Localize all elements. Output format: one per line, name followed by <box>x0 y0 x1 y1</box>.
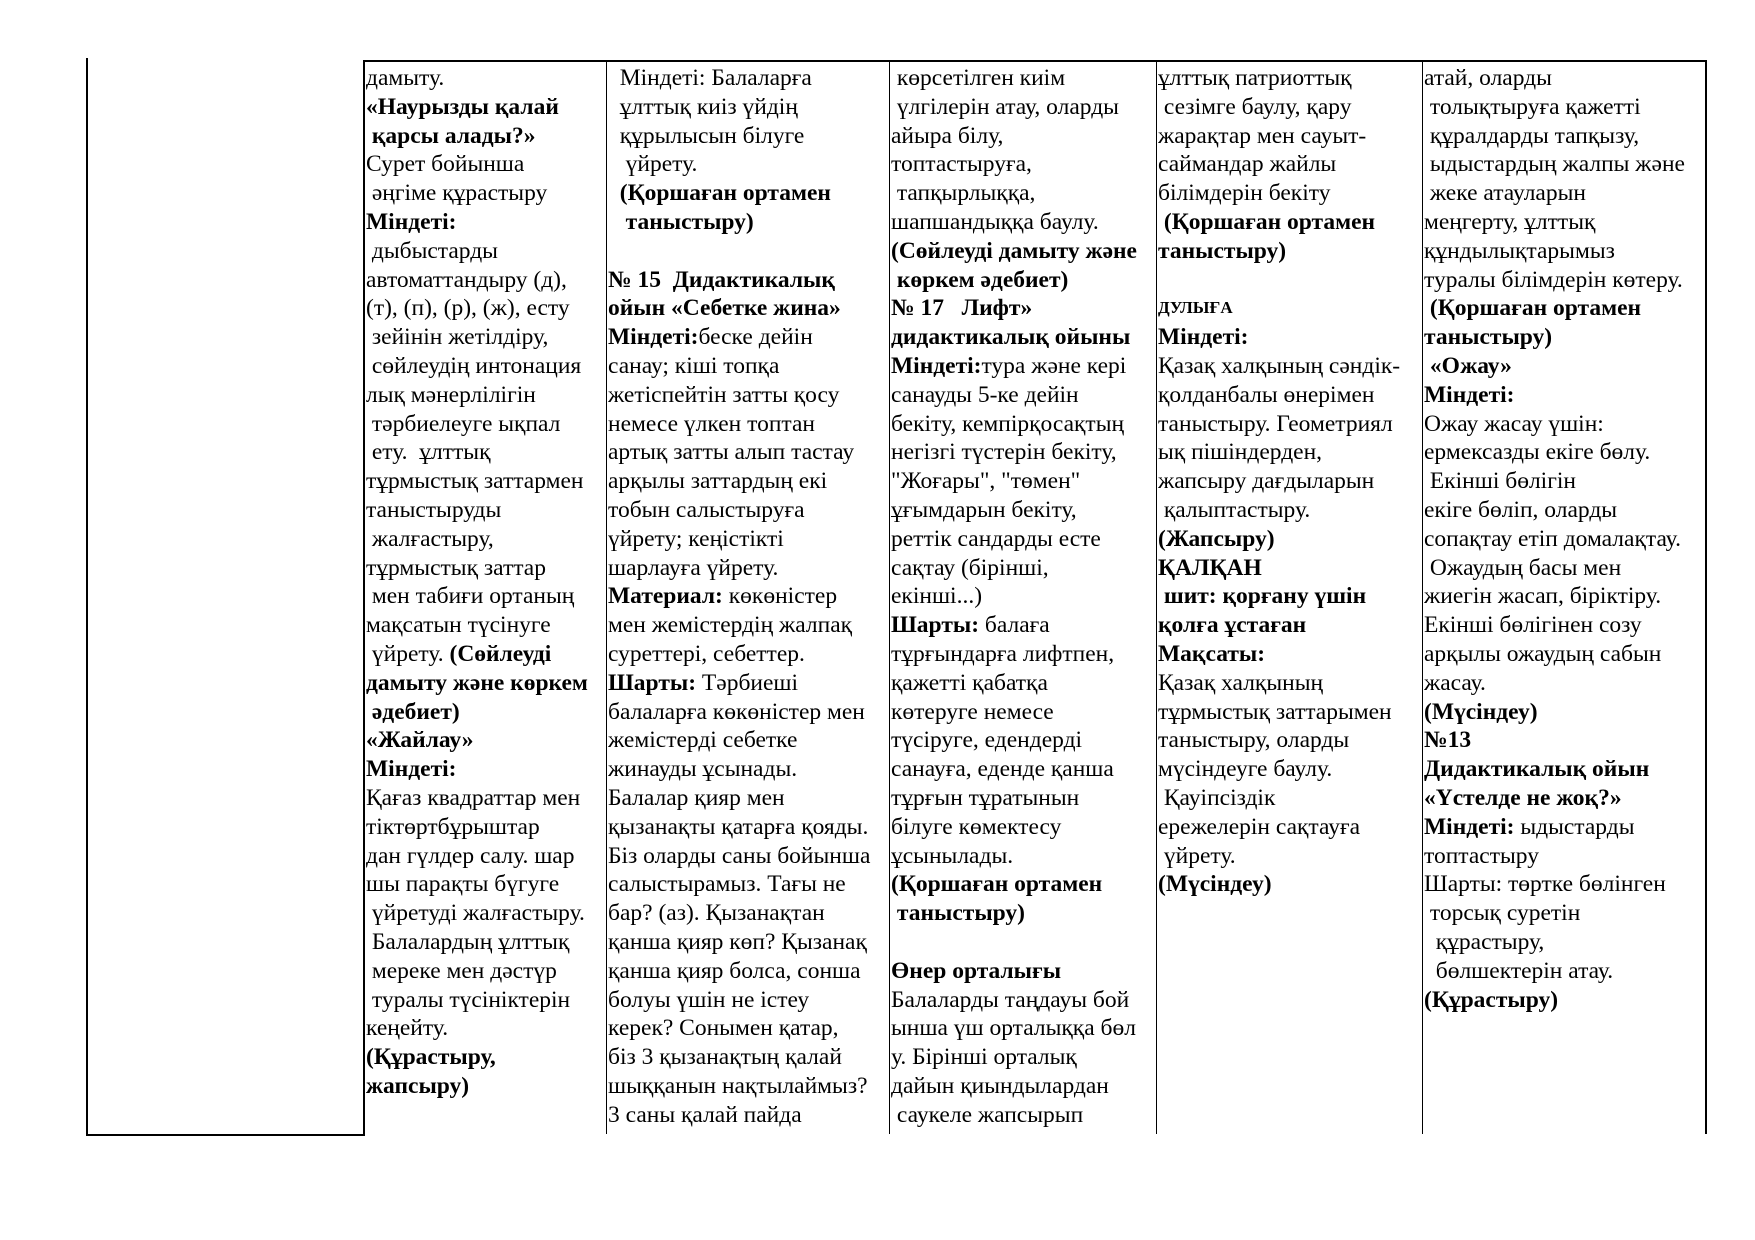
col-divider-3 <box>889 60 890 1134</box>
text-line: бөлшектерін атау. <box>1424 957 1614 984</box>
text-line: Қазақ халқының <box>1158 669 1324 696</box>
text-line: сезімге баулу, қару <box>1158 93 1352 120</box>
text-line: ұлттық патриоттық <box>1158 65 1352 91</box>
text-line: саукеле жапсырып <box>891 1101 1084 1128</box>
text-line: жеке атауларын <box>1424 180 1586 207</box>
text-line: Сурет бойынша <box>366 151 525 178</box>
table-right-border <box>1705 60 1707 1134</box>
text-line: туралы білімдерін көтеру. <box>1424 266 1683 293</box>
text-line: ұсынылады. <box>891 842 1014 869</box>
text-line: Қазақ халқының сәндік- <box>1158 352 1401 379</box>
text-line: тұрмыстық заттар <box>366 554 546 581</box>
text-line: тұрмыстық заттармен <box>366 468 584 495</box>
text-line: Қауіпсіздік <box>1158 784 1276 811</box>
column-ladle-sculpting <box>1424 64 1705 1134</box>
table-left-border <box>86 58 88 1136</box>
text-line: негізгі түстерін бекіту, <box>891 439 1117 466</box>
text-line: үлгілерін атау, оларды <box>891 93 1119 120</box>
text-line: (Қоршаған ортамен <box>1424 295 1642 322</box>
text-line: у. Бірінші орталық <box>891 1044 1077 1071</box>
text-line: қажетті қабатқа <box>891 669 1048 696</box>
text-line: түсіруге, едендерді <box>891 727 1083 754</box>
text-line: Ожаудың басы мен <box>1424 554 1622 581</box>
text-line: 3 саны қалай пайда <box>608 1101 802 1128</box>
text-line: мүсіндеуге баулу. <box>1158 756 1333 783</box>
text-line: туралы түсініктерін <box>366 986 571 1013</box>
text-line: Дидактикалық ойын <box>1424 756 1650 783</box>
text-line: үйретуді жалғастыру. <box>366 900 585 927</box>
text-line: жарақтар мен сауыт- <box>1158 122 1367 149</box>
col-divider-4 <box>1156 60 1157 1134</box>
text-line: «Ожау» <box>1424 352 1512 379</box>
col-divider-5 <box>1422 60 1423 1134</box>
text-line: болуы үшін не істеу <box>608 986 810 1013</box>
text-line: қызанақты қатарға қояды. <box>608 813 869 840</box>
text-line: жалғастыру, <box>366 525 494 552</box>
text-line: саймандар жайлы <box>1158 151 1337 178</box>
text-line: тобын салыстыруға <box>608 496 805 523</box>
text-line: таныстыру) <box>1158 237 1287 264</box>
text-line: толықтыруға қажетті <box>1424 93 1641 120</box>
text-line: білімдерін бекіту <box>1158 180 1331 207</box>
text-line: Міндеті: <box>366 756 457 783</box>
text-line: мен жемістердің жалпақ <box>608 612 853 639</box>
text-line: балаларға көкөністер мен <box>608 698 865 725</box>
text-line: (Құрастыру, <box>366 1044 496 1071</box>
text-line: тұрғын тұратынын <box>891 784 1080 811</box>
text-line: Ожау жасау үшін: <box>1424 410 1604 437</box>
text-line: (Мүсіндеу) <box>1424 698 1538 725</box>
text-line: Балалар қияр мен <box>608 784 785 811</box>
text-line: дамыту және көркем <box>366 669 588 696</box>
text-line: артық затты алып тастау <box>608 439 855 466</box>
text-line: керек? Сонымен қатар, <box>608 1015 839 1042</box>
text-line: екіге бөліп, оларды <box>1424 496 1618 523</box>
text-line: (Мүсіндеу) <box>1158 871 1272 898</box>
text-line: немесе үлкен топтан <box>608 410 815 437</box>
text-line: Мақсаты: <box>1158 640 1266 667</box>
text-line: шы парақты бүгуге <box>366 871 560 898</box>
text-line: (т), (п), (р), (ж), есту <box>366 295 570 322</box>
text-line: Балалардың ұлттық <box>366 928 570 955</box>
text-line: (Қоршаған ортамен <box>1158 208 1376 235</box>
text-line: №13 <box>1424 727 1472 754</box>
text-line: құндылықтарымыз <box>1424 237 1615 264</box>
text-line: (Құрастыру) <box>1424 986 1559 1013</box>
text-line: көрсетілген киім <box>891 65 1066 91</box>
text-line: жиегін жасап, біріктіру. <box>1424 583 1662 610</box>
text-line: таныстыру) <box>608 208 754 235</box>
text-line: (Қоршаған ортамен <box>608 180 831 207</box>
text-line: екінші...) <box>891 583 983 610</box>
text-line: мақсатын түсінуге <box>366 612 551 639</box>
text-line: ету. ұлттық <box>366 439 491 466</box>
text-line: торсық суретін <box>1424 900 1581 927</box>
text-line: шыққанын нақтылаймыз? <box>608 1072 868 1099</box>
text-line: Шарты: Тәрбиеші <box>608 669 799 696</box>
text-line: әдебиет) <box>366 698 460 725</box>
text-line: (Қоршаған ортамен <box>891 871 1103 898</box>
text-line: тұрмыстық заттарымен <box>1158 698 1392 725</box>
first-col-bottom-border <box>86 1134 364 1136</box>
text-line: қанша қияр болса, сонша <box>608 957 861 984</box>
text-line <box>891 928 1156 957</box>
text-line: сақтау (бірінші, <box>891 554 1049 581</box>
text-line: (Жапсыру) <box>1158 525 1275 552</box>
text-line: Міндеті: <box>1158 324 1249 351</box>
text-line: ермексазды екіге бөлу. <box>1424 439 1651 466</box>
text-line: жемістерді себетке <box>608 727 798 754</box>
text-line: әңгіме құрастыру <box>366 180 548 207</box>
text-line: зейінін жетілдіру, <box>366 324 549 351</box>
text-line: автоматтандыру (д), <box>366 266 567 293</box>
text-line: қолданбалы өнерімен <box>1158 381 1375 408</box>
text-line: жасау. <box>1424 669 1486 696</box>
text-line: біз 3 қызанақтың қалай <box>608 1044 842 1071</box>
text-line: санау; кіші топқа <box>608 352 780 379</box>
text-line: көркем әдебиет) <box>891 266 1069 293</box>
text-line: меңгерту, ұлттық <box>1424 208 1596 235</box>
text-line: шарлауға үйрету. <box>608 554 779 581</box>
text-line: мен табиғи ортаның <box>366 583 575 610</box>
text-line: дан гүлдер салу. шар <box>366 842 575 869</box>
text-line: Балаларды таңдауы бой <box>891 986 1130 1013</box>
text-line: қолға ұстаған <box>1158 612 1307 639</box>
text-line: қарсы алады?» <box>366 122 536 149</box>
text-line: Екінші бөлігінен созу <box>1424 612 1642 639</box>
text-line: ыдыстардың жалпы және <box>1424 151 1685 178</box>
text-line: Міндеті:тура және кері <box>891 352 1127 379</box>
text-line: салыстырамыз. Тағы не <box>608 871 846 898</box>
column-helmet-shield <box>1158 64 1422 1134</box>
text-line: Өнер орталығы <box>891 957 1062 984</box>
text-line: құралдарды тапқызу, <box>1424 122 1640 149</box>
text-line: сопақтау етіп домалақтау. <box>1424 525 1681 552</box>
text-line: топтастыруға, <box>891 151 1032 178</box>
col-divider-1 <box>363 60 365 1136</box>
text-line: Міндеті:беске дейін <box>608 324 813 351</box>
column-lift-game-art-center <box>891 64 1156 1134</box>
text-line: үйрету. <box>608 151 698 178</box>
text-line: "Жоғары", "төмен" <box>891 468 1081 495</box>
text-line: үйрету. (Сөйлеуді <box>366 640 552 667</box>
text-line: ұғымдарын бекіту, <box>891 496 1077 523</box>
text-line: кеңейту. <box>366 1015 449 1042</box>
text-line: ойын «Себетке жина» <box>608 295 841 322</box>
text-line: ық пішіндерден, <box>1158 439 1323 466</box>
text-line: Міндеті: <box>1424 381 1515 408</box>
text-line: «Үстелде не жоқ?» <box>1424 784 1622 811</box>
text-line: бекіту, кемпірқосақтың <box>891 410 1125 437</box>
text-line: арқылы заттардың екі <box>608 468 828 495</box>
text-line: санауды 5-ке дейін <box>891 381 1079 408</box>
text-line: ДУЛЫҒА <box>1158 298 1233 318</box>
text-line: үйрету. <box>1158 842 1236 869</box>
text-line: көтеруге немесе <box>891 698 1054 725</box>
table-top-border <box>364 60 1707 62</box>
text-line: қалыптастыру. <box>1158 496 1311 523</box>
text-line: (Сөйлеуді дамыту және <box>891 237 1137 264</box>
text-line: дидактикалық ойыны <box>891 324 1131 351</box>
text-line: шапшандыққа баулу. <box>891 208 1099 235</box>
text-line <box>1158 266 1422 295</box>
text-line <box>608 237 889 266</box>
text-line: № 15 Дидактикалық <box>608 266 835 293</box>
column-speech-development <box>366 64 606 1134</box>
column-environment-math <box>608 64 889 1134</box>
text-line: ұлттық киіз үйдің <box>608 93 798 120</box>
text-line: ынша үш орталыққа бөл <box>891 1015 1136 1042</box>
text-line: Материал: көкөністер <box>608 583 838 610</box>
text-line: Екінші бөлігін <box>1424 468 1576 495</box>
text-line: мереке мен дәстүр <box>366 957 557 984</box>
text-line: қанша қияр көп? Қызанақ <box>608 928 867 955</box>
text-line: Міндеті: ыдыстарды <box>1424 813 1635 840</box>
text-line: үйрету; кеңістікті <box>608 525 784 552</box>
text-line: атай, оларды <box>1424 65 1552 91</box>
text-line: айыра білу, <box>891 122 1004 149</box>
text-line: жинауды ұсынады. <box>608 756 798 783</box>
text-line: таныстыру) <box>891 900 1026 927</box>
text-line: жетіспейтін затты қосу <box>608 381 840 408</box>
col-divider-2 <box>606 60 607 1134</box>
text-line: таныстыру. Геометриял <box>1158 410 1393 437</box>
text-line: тіктөртбұрыштар <box>366 813 540 840</box>
text-line: тәрбиелеуге ықпал <box>366 410 561 437</box>
text-line: Міндеті: <box>366 208 457 235</box>
text-line: шит: қорғану үшін <box>1158 583 1367 610</box>
text-line: «Наурызды қалай <box>366 93 559 120</box>
text-line: топтастыру <box>1424 842 1539 869</box>
text-line: жапсыру) <box>366 1072 470 1099</box>
text-line: дайын қиындылардан <box>891 1072 1109 1099</box>
text-line: жапсыру дағдыларын <box>1158 468 1375 495</box>
text-line: құрылысын білуге <box>608 122 805 149</box>
text-line: таныстыруды <box>366 496 502 523</box>
text-line: тапқырлыққа, <box>891 180 1036 207</box>
text-line: таныстыру) <box>1424 324 1553 351</box>
text-line: № 17 Лифт» <box>891 295 1033 322</box>
text-line: құрастыру, <box>1424 928 1545 955</box>
text-line: суреттері, себеттер. <box>608 640 805 667</box>
text-line: сөйлеудің интонация <box>366 352 582 379</box>
text-line: Шарты: төртке бөлінген <box>1424 871 1666 898</box>
text-line: «Жайлау» <box>366 727 474 754</box>
text-line: Қағаз квадраттар мен <box>366 784 581 811</box>
text-line: ҚАЛҚАН <box>1158 554 1262 581</box>
text-line: Міндеті: Балаларға <box>608 65 812 91</box>
text-line: бар? (аз). Қызанақтан <box>608 900 825 927</box>
text-line: Біз оларды саны бойынша <box>608 842 871 869</box>
text-line: дыбыстарды <box>366 237 498 264</box>
text-line: таныстыру, оларды <box>1158 727 1350 754</box>
text-line: Шарты: балаға <box>891 612 1050 639</box>
text-line: ережелерін сақтауға <box>1158 813 1361 840</box>
text-line: білуге көмектесу <box>891 813 1062 840</box>
text-line: лық мәнерлілігін <box>366 381 536 408</box>
text-line: санауға, еденде қанша <box>891 756 1114 783</box>
text-line: дамыту. <box>366 65 445 91</box>
text-line: реттік сандарды есте <box>891 525 1101 552</box>
text-line: тұрғындарға лифтпен, <box>891 640 1115 667</box>
text-line: арқылы ожаудың сабын <box>1424 640 1662 667</box>
